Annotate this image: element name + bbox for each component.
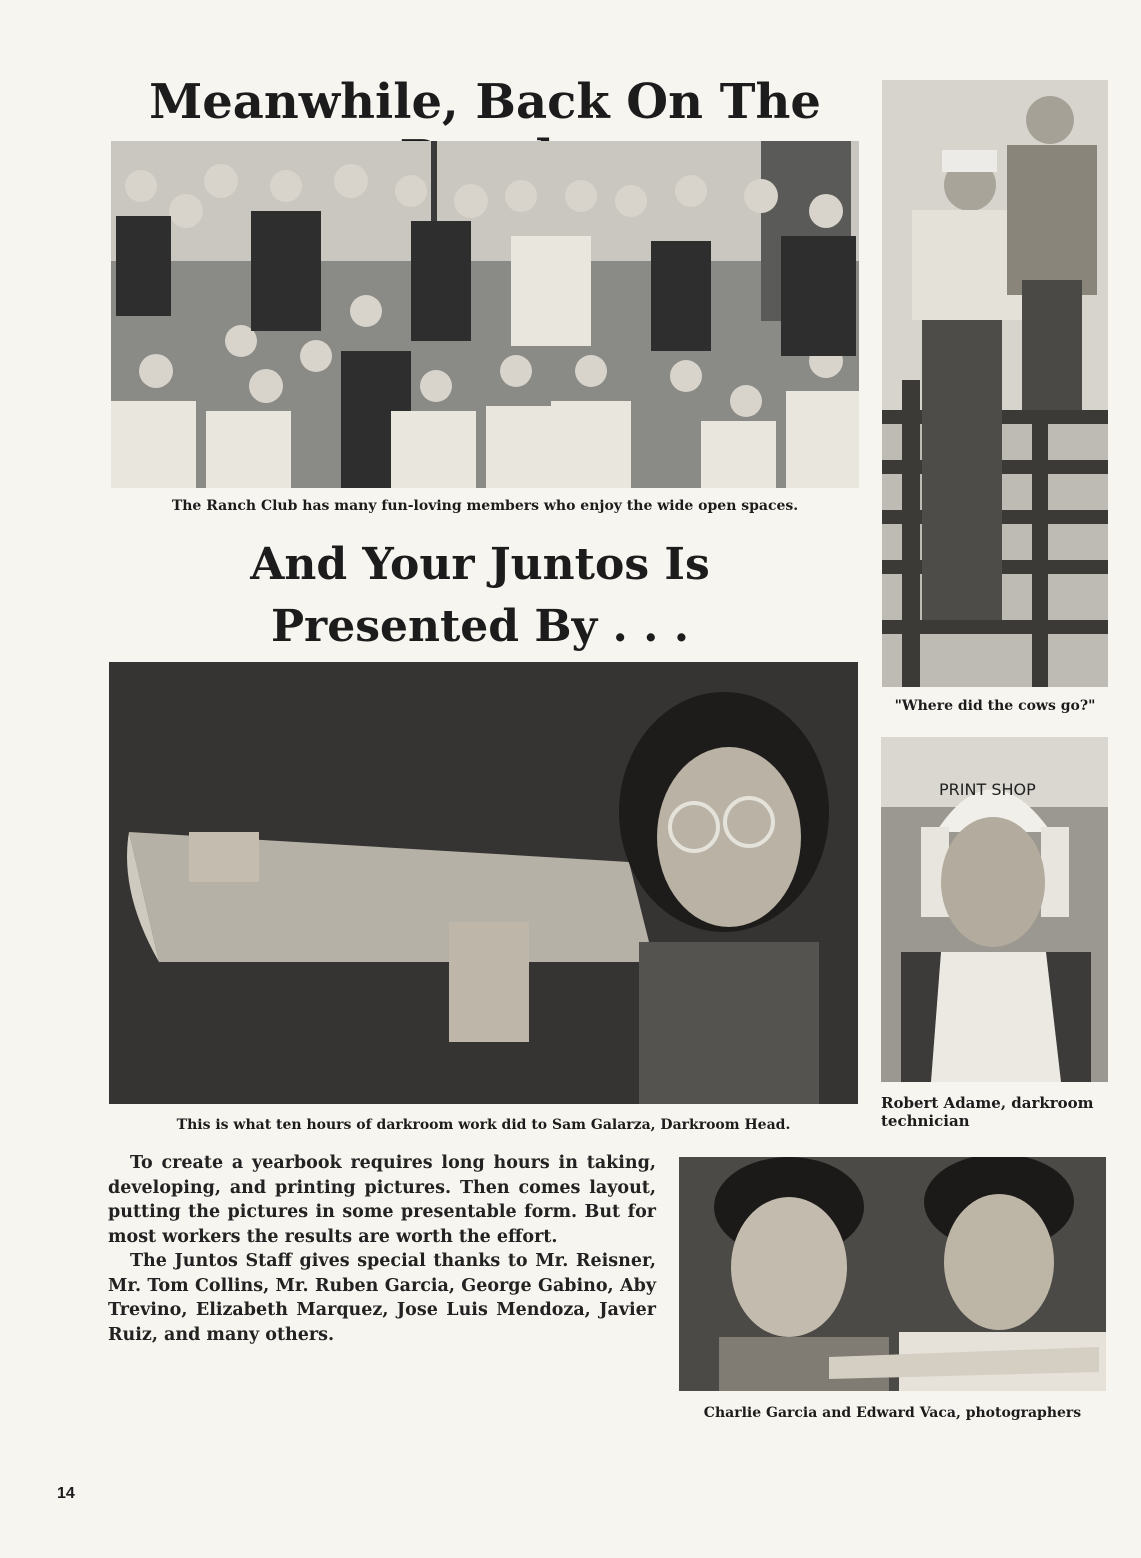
article-paragraph-2: The Juntos Staff gives special thanks to Mr. Reisner, Mr. Tom Collins, Mr. Ruben Garcia, George Gabino, Aby Trevino, Elizabeth Marquez, Jose Luis Mendoza, Javier Ruiz, and many others. [108, 1251, 656, 1345]
article-body [108, 1151, 656, 1347]
technician-caption-line-1: Robert Adame, darkroom [881, 1094, 1094, 1112]
photographers-caption: Charlie Garcia and Edward Vaca, photographers [703, 1405, 1082, 1421]
section-headline-line-1: And Your Juntos Is [250, 539, 710, 590]
section-headline-line-2: Presented By . . . [270, 601, 690, 652]
section-headline [180, 534, 780, 658]
photographers-photo [679, 1157, 1106, 1391]
fence-photo [882, 80, 1108, 687]
ranch-club-group-photo [111, 141, 859, 488]
technician-caption [881, 1094, 1108, 1130]
page-number: 14 [57, 1485, 75, 1502]
technician-caption-line-2: technician [881, 1112, 970, 1130]
darkroom-head-caption: This is what ten hours of darkroom work did to Sam Galarza, Darkroom Head. [176, 1117, 791, 1133]
fence-photo-caption: "Where did the cows go?" [894, 698, 1096, 714]
page-headline: Meanwhile, Back On The [149, 74, 821, 130]
print-shop-hat-text: PRINT SHOP [939, 780, 1036, 799]
article-paragraph-1: To create a yearbook requires long hours in taking, developing, and printing pictures. Then comes layout, putting the pictures in some presentable form. But for most workers the results are worth the effort. [108, 1153, 656, 1247]
technician-photo [881, 737, 1108, 1082]
darkroom-head-photo [109, 662, 858, 1104]
ranch-club-caption: The Ranch Club has many fun-loving members who enjoy the wide open spaces. [171, 498, 799, 514]
